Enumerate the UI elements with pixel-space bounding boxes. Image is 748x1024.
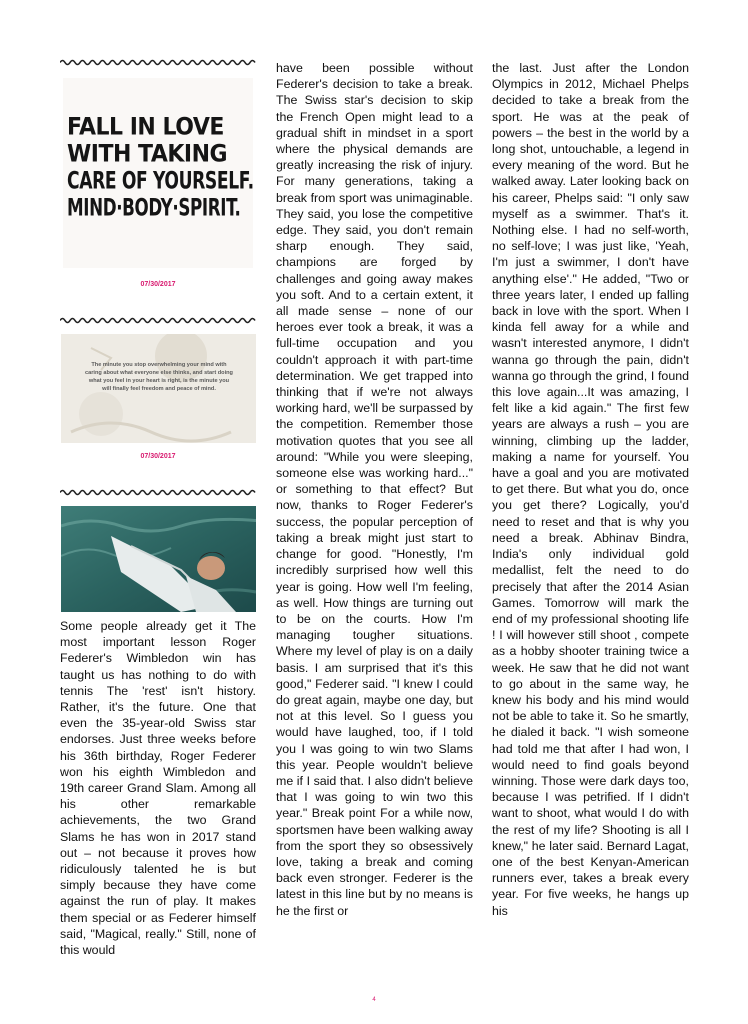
quote-line: FALL IN LOVE xyxy=(67,113,224,142)
article-column-2: have been possible without Federer's decision to take a break. The Swiss star's decision to skip the French Open might lead to a gradual shift in mindset in a sport where the physical demands are greatly increasing the risk of injury. For many generations, taking a break from sport was unimaginable. They said, you lose the competitive edge. They said, you don't remain sharp enough. They said, champions are forged by challenges and going away makes you soft. And to a certain extent, it all made sense – none of our heroes ever took a break, it was a full-time occupation and you couldn't approach it with part-time determination. We get trapped into thinking that if we're not always working hard, we'll be surpassed by the competition. Remember those motivation quotes that you see all around: "While you were sleeping, someone else was working hard..." or something to that effect? But now, thanks to Roger Federer's success, the popular perception of taking a break might just start to change for good. "Honestly, I'm incredibly surprised how well this year is going. How well I'm feeling, as well. How things are turning out to be on the courts. How I'm managing tougher situations. Where my level of play is on a daily basis. I am surprised that it's this good," Federer said. "I knew I could do great again, maybe one day, but not at this level. So I guess you would have laughed, too, if I told you I was going to win two Slams this year. People wouldn't believe me if I said that. I also didn't believe that I was going to win two this year." Break point For a while now, sportsmen have been walking away from the sport they so obsessively love, taking a break and coming back even stronger. Federer is the latest in this line but by no means is he the first or xyxy=(276,61,473,918)
wavy-divider xyxy=(60,58,256,67)
quote-image-card xyxy=(61,334,256,443)
photo-illustration xyxy=(61,506,256,612)
post-date: 07/30/2017 xyxy=(140,281,176,288)
wavy-divider xyxy=(60,316,256,325)
article-column-1: Some people already get it The most important lesson Roger Federer's Wimbledon win has taught us has nothing to do with tennis The 'rest' isn't history. Rather, it's the future. One that even the 35-year-old Swiss star endorses. Just three weeks before his 36th birthday, Roger Federer won his eighth Wimbledon and 19th career Grand Slam. Among all his other remarkable achievements, the two Grand Slams he has won in 2017 stand out – not because it proves how ridiculously talented he is but simply because they have come against the run of play. It makes them special or as Federer himself said, "Magical, really." Still, none of this would xyxy=(60,619,256,958)
quote-line: MIND·BODY·SPIRIT. xyxy=(67,194,241,223)
article-column-3: the last. Just after the London Olympics in 2012, Michael Phelps decided to take a break from the sport. He was at the peak of powers – the best in the world by a long shot, untouchable, a legend in every meaning of the word. But he walked away. Later looking back on his career, Phelps said: "I only saw myself as a swimmer. That's it. Nothing else. I had no self-worth, no self-love; I was just like, 'Yeah, I'm just a swimmer, I don't have anything else'." He added, "Two or three years later, I ended up falling back in love with the sport. When I kinda fell away for a while and wasn't interested anymore, I didn't wanna go through the pain, didn't wanna go through the grind, I found this love again...It was amazing, I felt like a kid again." The first few years are always a rush – you are winning, climbing up the ladder, making a name for yourself. You have a goal and you are motivated to get there. But what you do, once you get there? Logically, you'd need to reset and that is why you need a break. Abhinav Bindra, India's only individual gold medallist, felt the need to do precisely that after the 2014 Asian Games. Tomorrow will mark the end of my professional shooting life ! I will however still shoot , compete as a hobby shooter training twice a week. He saw that he did not want to go about in the same way, he knew his body and his mind would not be able to take it. So he smartly, he dialed it back. "I wish someone had told me that after I had won, I would need to find goals beyond winning. Those were dark days too, because I was petrified. If I didn't want to shoot, what would I do with the rest of my life? Shooting is all I knew," he later said. Bernard Lagat, one of the best Kenyan-American runners ever, takes a break every year. For five weeks, he hangs up his xyxy=(492,61,689,918)
quote-line: CARE OF YOURSELF. xyxy=(67,167,254,196)
wavy-divider xyxy=(60,488,256,497)
quote-text: The minute you stop overwhelming your mind with caring about what everyone else thinks, and start doing what you feel in your heart is right, is the minute you will finally feel freedom and peace of mind. xyxy=(85,362,233,392)
floating-man-photo xyxy=(61,506,256,612)
page-number: 4 xyxy=(372,997,376,1003)
quote-image-card xyxy=(63,78,253,268)
quote-line: WITH TAKING xyxy=(67,140,228,169)
post-date: 07/30/2017 xyxy=(140,453,176,460)
